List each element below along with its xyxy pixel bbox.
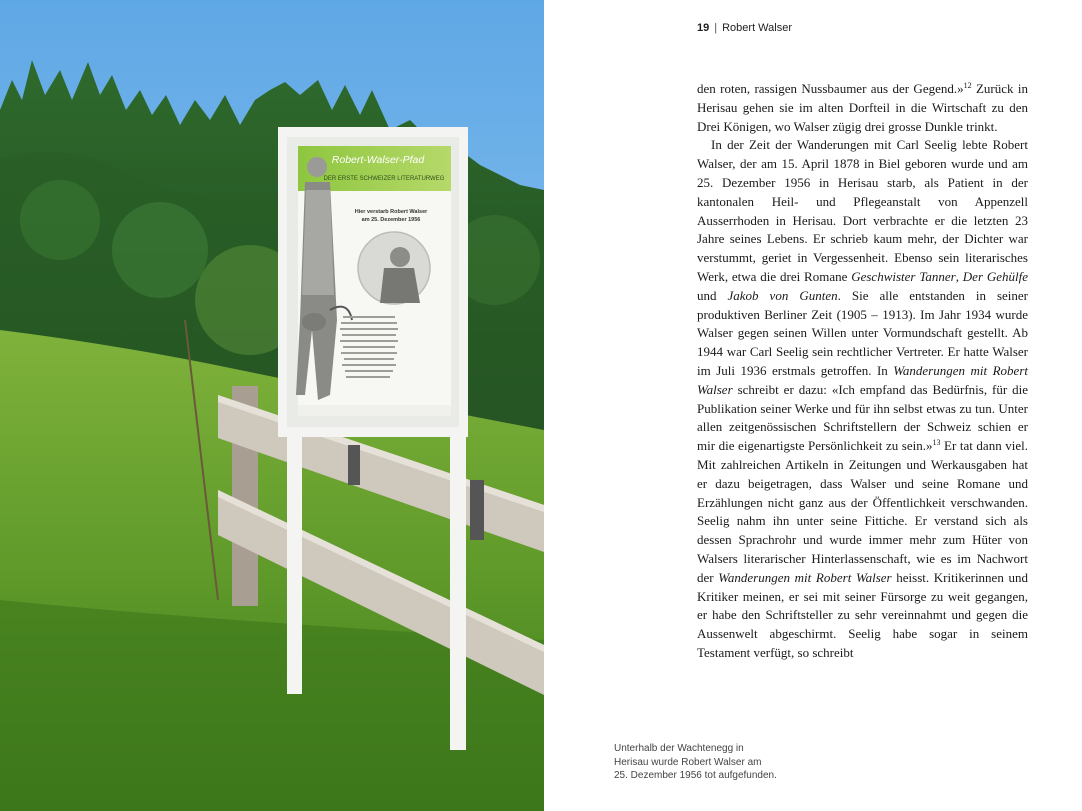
text-run: Er tat dann viel. Mit zahlreichen Artikeln in Zeitungen und Werkausgaben hat er dazu beigetragen, dass Walser und seine Romane und Erzählungen nicht ganz aus der Öffentlichkeit verschwanden. Seelig nahm ihn unter seine Fittiche. Er verstand sich als dessen Sprachrohr und wurde immer mehr zum Hüter von Walsers literarischer Hinterlassenschaft, wie es im Nachwort der	[697, 438, 1028, 585]
caption-line-3: 25. Dezember 1956 tot aufgefunden.	[614, 770, 777, 781]
running-head-title: Robert Walser	[722, 22, 792, 34]
text-run: In der Zeit der Wanderungen mit Carl Seelig lebte Robert Walser, der am 15. April 1878 in Biel geboren wurde und am 25. Dezember 1956 in Herisau starb, als Patient in der kantonalen Heil- und Pflegeanstalt von Appenzell Ausserrhoden in Herisau. Dort verbrachte er die letzten 23 Jahre seines Lebens. Er schrieb kaum mehr, der Dichter war verstummt, geriet in Vergessenheit. Ebenso sein literarisches Werk, etwa die drei Romane	[697, 137, 1028, 284]
text-run: ,	[955, 268, 963, 284]
sign-heading-line1: Hier verstarb Robert Walser	[354, 209, 428, 215]
italic-title-wanderungen-2: Wanderungen mit Robert Walser	[718, 569, 892, 585]
footnote-ref-12: 12	[963, 81, 972, 90]
sign-board	[296, 146, 451, 416]
footnote-ref-13: 13	[932, 438, 941, 448]
text-run: den roten, rassigen Nussbaumer aus der Gegend.»	[697, 81, 964, 96]
text-run: . Sie alle entstanden in seiner produktiven Berliner Zeit (1905 – 1913). Im Jahr 1934 wurde Walser gegen seinen Willen unter Vormundschaft gestellt. Ab 1944 war Carl Seelig sein rechtlicher Vertreter. Er hatte Walser im Juli 1936 erstmals getroffen. In	[697, 287, 1028, 378]
italic-title-geschwister-tanner: Geschwister Tanner	[851, 268, 956, 284]
caption-line-1: Unterhalb der Wachtenegg in	[614, 743, 744, 754]
caption-line-2: Herisau wurde Robert Walser am	[614, 756, 762, 768]
italic-title-der-gehuelfe: Der Gehülfe	[962, 268, 1029, 284]
page-number: 19	[697, 22, 710, 34]
running-head-separator: |	[714, 22, 718, 34]
running-head	[697, 22, 792, 34]
sign-title: Robert-Walser-Pfad	[331, 154, 425, 166]
text-run: und	[697, 287, 728, 303]
sign-heading-line2: am 25. Dezember 1956	[361, 217, 421, 223]
text-run: schreibt er dazu: «Ich empfand das Bedürfnis, für die Publikation seiner Werke und für ihn selbst etwas zu tun. Unter allen zeitgenössischen Schriftstellern der Schweiz schien er mir die eigenartigste Persönlichkeit zu sein.»	[697, 381, 1028, 454]
paragraph-1	[697, 80, 1028, 136]
italic-title-wanderungen: Wanderungen mit Robert Walser	[697, 362, 1028, 397]
body-text	[697, 80, 1028, 663]
photo-caption	[614, 742, 804, 783]
paragraph-2	[697, 136, 1028, 662]
italic-title-jakob-von-gunten: Jakob von Gunten	[727, 287, 838, 303]
text-run: Zurück in Herisau gehen sie im alten Dorfteil in die Wirtschaft zu den Drei Königen, wo Walser zügig drei grosse Dunkle trinkt.	[697, 81, 1028, 134]
text-run: heisst. Kritikerinnen und Kritiker meinen, er sei mit seiner Fürsorge zu weit gegangen, er habe den Schriftsteller zu sehr vereinnahmt und gegen die Aussenwelt abgeschirmt. Seelig habe sogar in seinem Testament verfügt, so schreibt	[697, 569, 1028, 660]
sign-subtitle: DER ERSTE SCHWEIZER LITERATURWEG	[323, 176, 445, 182]
